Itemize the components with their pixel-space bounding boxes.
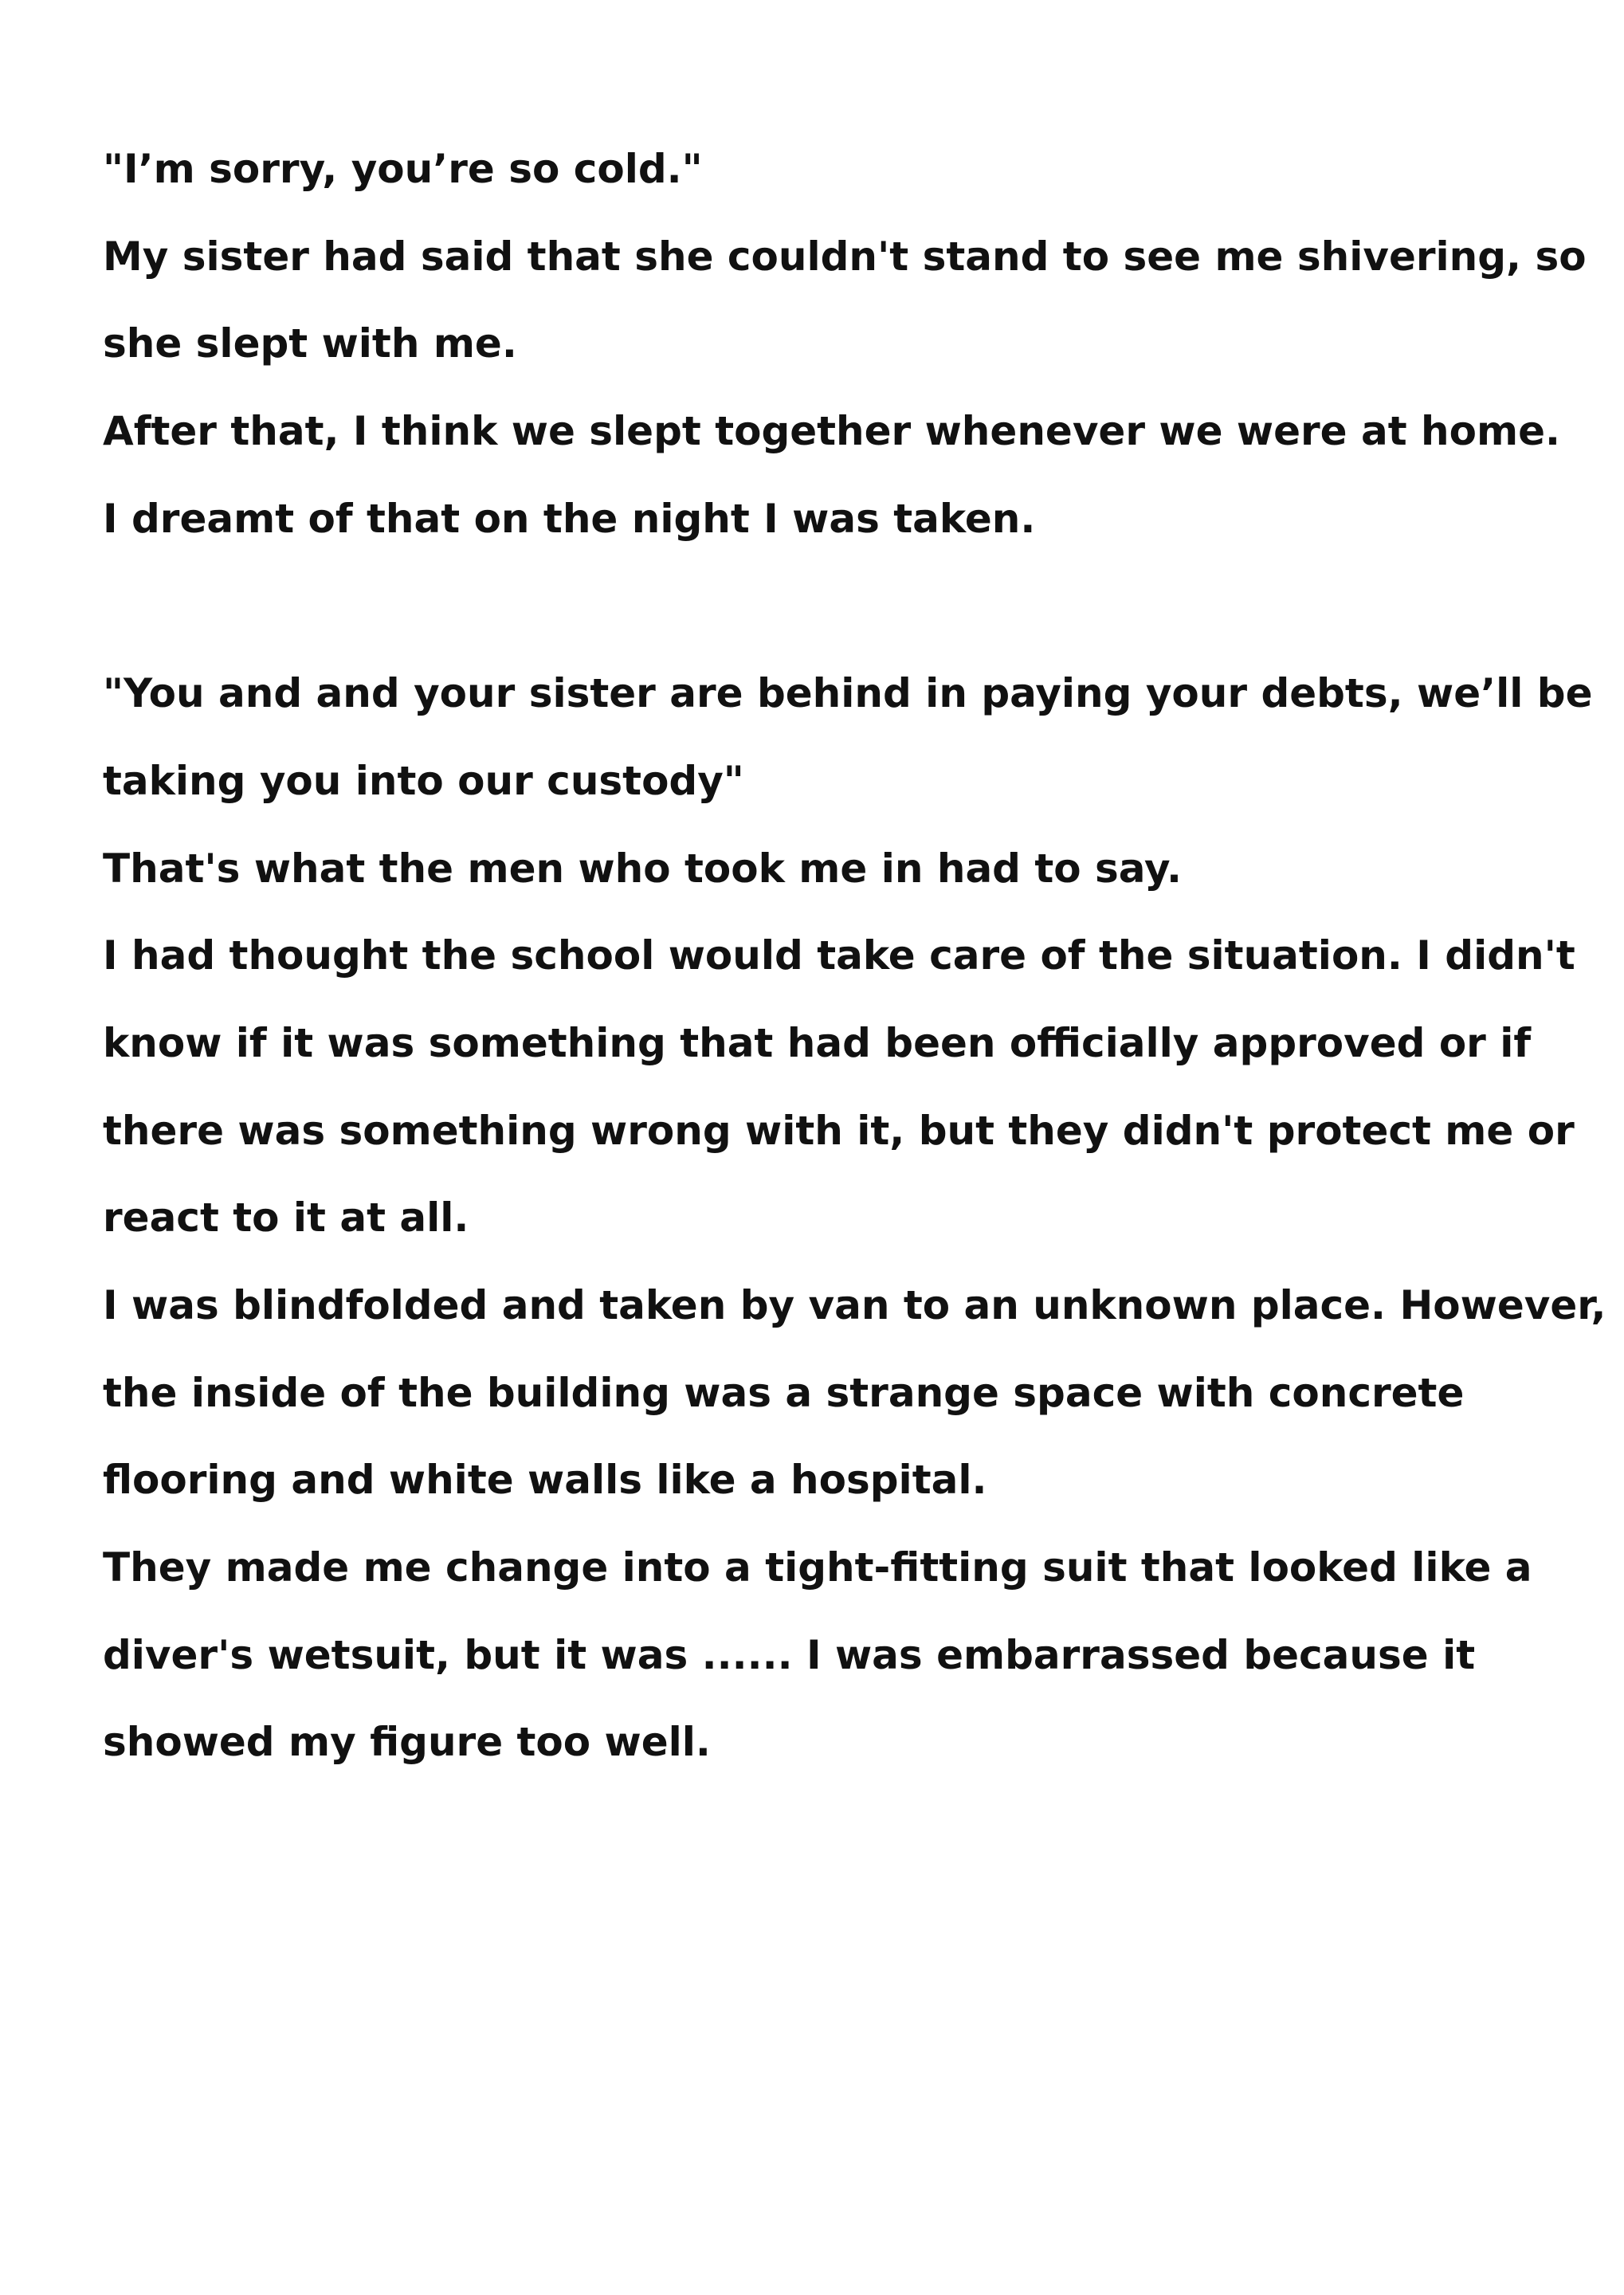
- text-line: I had thought the school would take care of the situation. I didn't: [103, 932, 1575, 979]
- text-line: there was something wrong with it, but they didn't protect me or: [103, 1107, 1575, 1154]
- text-line: They made me change into a tight-fitting suit that looked like a: [103, 1544, 1532, 1591]
- text-line: diver's wetsuit, but it was ...... I was embarrassed because it: [103, 1631, 1476, 1678]
- paragraph-break: [103, 563, 1537, 650]
- text-line: know if it was something that had been officially approved or if: [103, 1019, 1532, 1066]
- text-line: After that, I think we slept together whenever we were at home.: [103, 408, 1560, 455]
- text-line: showed my figure too well.: [103, 1719, 711, 1766]
- text-line: "You and and your sister are behind in paying your debts, we’ll be: [103, 670, 1593, 717]
- text-line: My sister had said that she couldn't stand to see me shivering, so: [103, 233, 1587, 280]
- document-body: [103, 126, 1606, 1787]
- text-line: "I’m sorry, you’re so cold.": [103, 146, 703, 192]
- text-line: the inside of the building was a strange space with concrete: [103, 1369, 1465, 1416]
- text-line: I was blindfolded and taken by van to an unknown place. However,: [103, 1281, 1606, 1328]
- text-line: react to it at all.: [103, 1195, 469, 1242]
- text-line: she slept with me.: [103, 320, 517, 367]
- text-line: I dreamt of that on the night I was taken.: [103, 495, 1036, 542]
- text-line: taking you into our custody": [103, 757, 744, 804]
- text-line: That's what the men who took me in had to say.: [103, 845, 1183, 892]
- text-line: flooring and white walls like a hospital.: [103, 1457, 987, 1504]
